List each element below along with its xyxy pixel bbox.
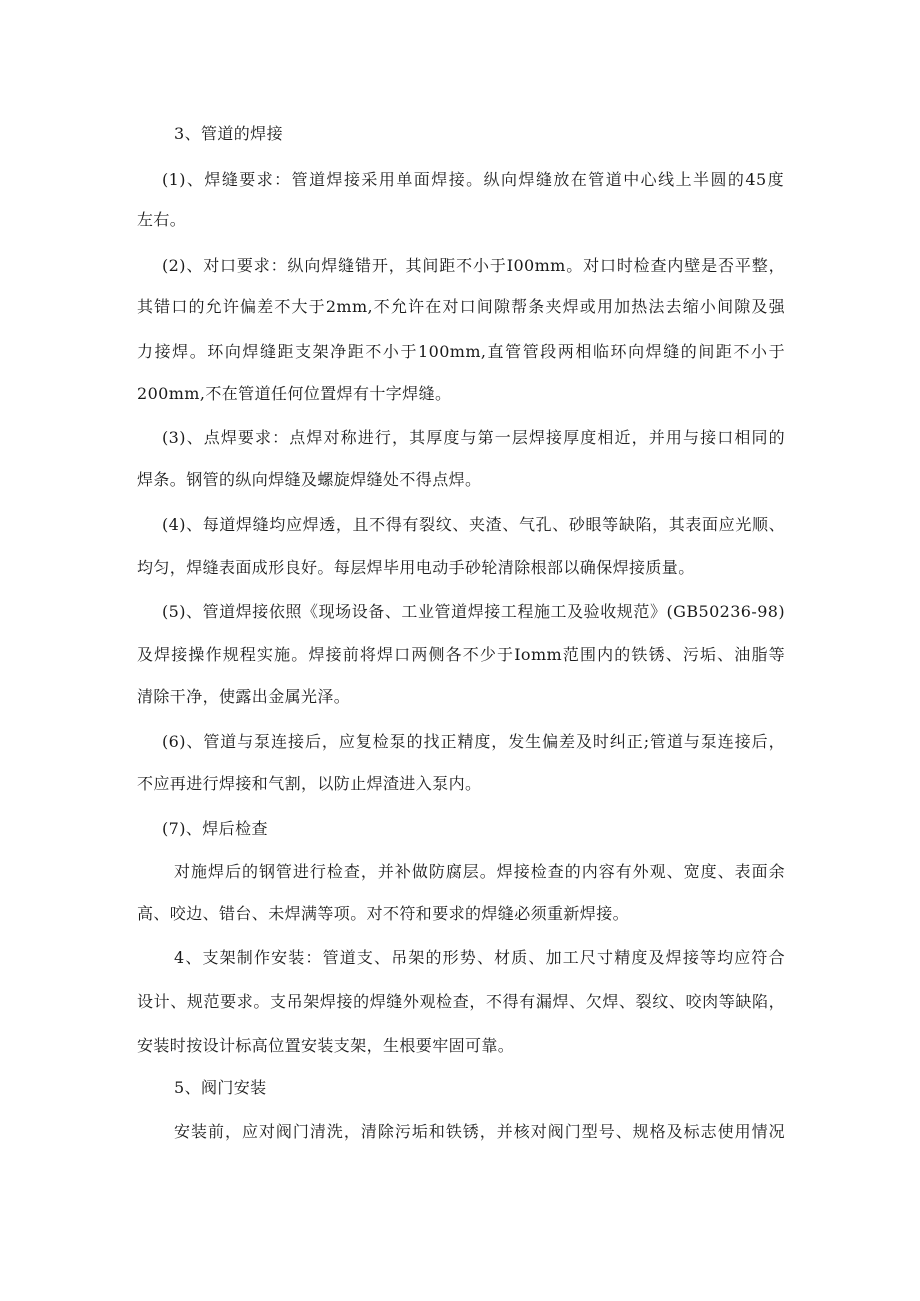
paragraph-3-line-2: 焊条。钢管的纵向焊缝及螺旋焊缝处不得点焊。 <box>137 470 482 489</box>
paragraph-5-line-2: 及焊接操作规程实施。焊接前将焊口两侧各不少于Iomm范围内的铁锈、污垢、油脂等 <box>137 645 785 664</box>
section-4-line-2: 设计、规范要求。支吊架焊接的焊缝外观检查，不得有漏焊、欠焊、裂纹、咬肉等缺陷， <box>137 992 785 1011</box>
paragraph-4-line-1: (4)、每道焊缝均应焊透，且不得有裂纹、夹渣、气孔、砂眼等缺陷，其表面应光顺、 <box>162 515 785 534</box>
paragraph-2-line-4: 200mm,不在管道任何位置焊有十字焊缝。 <box>137 384 452 403</box>
paragraph-7-line-1: 对施焊后的钢管进行检查，并补做防腐层。焊接检查的内容有外观、宽度、表面余 <box>174 862 785 881</box>
paragraph-1-line-2: 左右。 <box>137 210 187 229</box>
paragraph-2-line-3: 力接焊。环向焊缝距支架净距不小于100mm,直管管段两相临环向焊缝的间距不小于 <box>137 342 785 361</box>
paragraph-1-line-1: (1)、焊缝要求：管道焊接采用单面焊接。纵向焊缝放在管道中心线上半圆的45度 <box>162 170 784 189</box>
section-3-heading: 3、管道的焊接 <box>174 124 283 143</box>
paragraph-7-line-2: 高、咬边、错台、未焊满等项。对不符和要求的焊缝必须重新焊接。 <box>137 904 630 923</box>
paragraph-7-heading: (7)、焊后检查 <box>162 819 268 838</box>
section-4-line-3: 安装时按设计标高位置安装支架，生根要牢固可靠。 <box>137 1036 515 1055</box>
paragraph-5-line-1: (5)、管道焊接依照《现场设备、工业管道焊接工程施工及验收规范》(GB50236-98) <box>162 602 785 621</box>
paragraph-2-line-2: 其错口的允许偏差不大于2mm,不允许在对口间隙帮条夹焊或用加热法去缩小间隙及强 <box>137 297 785 316</box>
section-4-line-1: 4、支架制作安装：管道支、吊架的形势、材质、加工尺寸精度及焊接等均应符合 <box>174 948 785 967</box>
paragraph-6-line-1: (6)、管道与泵连接后，应复检泵的找正精度，发生偏差及时纠正;管道与泵连接后， <box>162 732 785 751</box>
section-5-line-1: 安装前，应对阀门清洗，清除污垢和铁锈，并核对阀门型号、规格及标志使用情况 <box>174 1122 785 1141</box>
paragraph-2-line-1: (2)、对口要求：纵向焊缝错开，其间距不小于I00mm。对口时检查内壁是否平整， <box>162 256 785 275</box>
paragraph-6-line-2: 不应再进行焊接和气割，以防止焊渣进入泵内。 <box>137 774 482 793</box>
paragraph-4-line-2: 均匀，焊缝表面成形良好。每层焊毕用电动手砂轮清除根部以确保焊接质量。 <box>137 558 695 577</box>
paragraph-5-line-3: 清除干净，使露出金属光泽。 <box>137 687 351 706</box>
paragraph-3-line-1: (3)、点焊要求：点焊对称进行，其厚度与第一层焊接厚度相近，并用与接口相同的 <box>162 428 785 447</box>
section-5-heading: 5、阀门安装 <box>174 1078 267 1097</box>
